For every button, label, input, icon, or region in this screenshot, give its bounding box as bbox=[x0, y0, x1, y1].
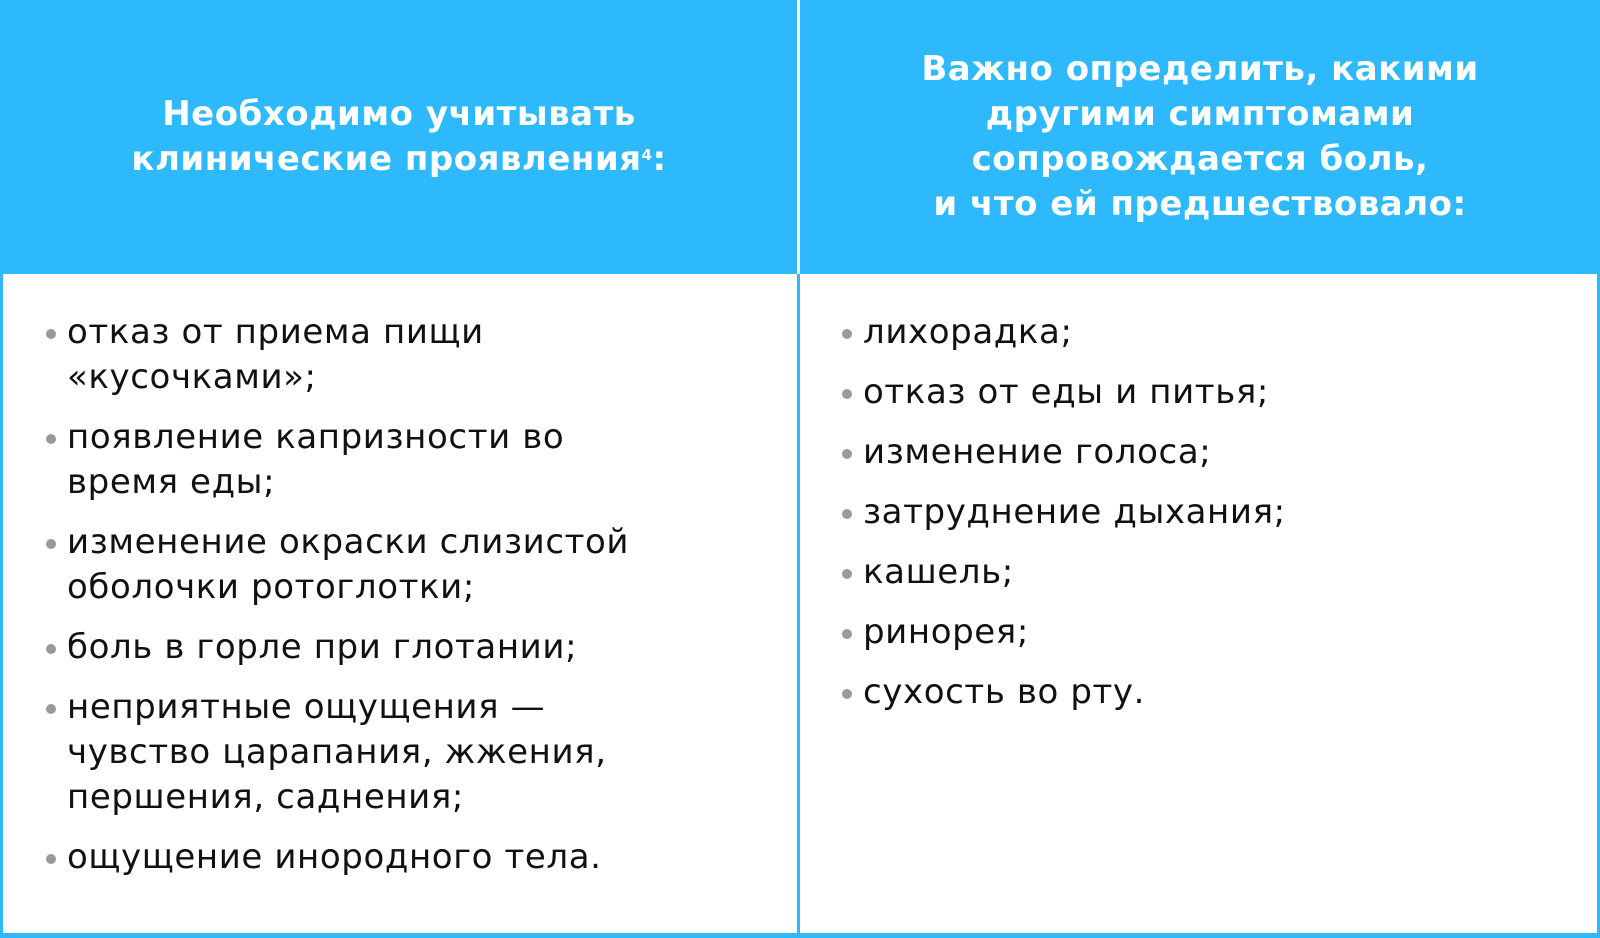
right-column-body bbox=[800, 274, 1597, 730]
list-item bbox=[67, 835, 797, 880]
right-header-line-1: Важно определить, какими bbox=[921, 49, 1479, 89]
list-item-text: боль в горле при глотании; bbox=[67, 627, 578, 667]
bullet-icon bbox=[842, 509, 852, 519]
bullet-icon bbox=[842, 329, 852, 339]
table-header-row bbox=[0, 0, 1600, 274]
list-item-text: изменение голоса; bbox=[863, 432, 1212, 472]
list-item-text: ринорея; bbox=[863, 612, 1029, 652]
list-item-text: неприятные ощущения — чувство царапания, жжения, першения, саднения; bbox=[67, 687, 607, 817]
list-item-text: ощущение инородного тела. bbox=[67, 837, 602, 877]
list-item-text: изменение окраски слизистой оболочки ротоглотки; bbox=[67, 522, 630, 607]
list-item bbox=[863, 610, 1597, 655]
right-column-header bbox=[800, 0, 1600, 274]
bullet-icon bbox=[842, 689, 852, 699]
left-header-line-2-text: клинические проявления bbox=[131, 139, 642, 179]
list-item-text: кашель; bbox=[863, 552, 1014, 592]
right-header-line-4: и что ей предшествовало: bbox=[933, 184, 1467, 224]
right-header-line-2: другими симптомами bbox=[985, 94, 1415, 134]
left-header-line-2 bbox=[131, 137, 666, 182]
bullet-icon bbox=[842, 629, 852, 639]
list-item-text: сухость во рту. bbox=[863, 672, 1146, 712]
list-item bbox=[863, 670, 1597, 715]
list-item bbox=[863, 310, 1597, 355]
bullet-icon bbox=[46, 854, 56, 864]
list-item bbox=[863, 370, 1597, 415]
list-item bbox=[863, 550, 1597, 595]
footnote-marker: 4 bbox=[641, 146, 653, 164]
bullet-icon bbox=[842, 569, 852, 579]
left-header-line-1: Необходимо учитывать bbox=[162, 94, 636, 134]
bullet-icon bbox=[842, 449, 852, 459]
list-item-text: отказ от приема пищи «кусочками»; bbox=[67, 312, 484, 397]
header-divider bbox=[797, 0, 800, 274]
table-border-bottom bbox=[0, 933, 1600, 938]
bullet-icon bbox=[842, 389, 852, 399]
list-item-text: лихорадка; bbox=[863, 312, 1073, 352]
left-header-line-2-end: : bbox=[652, 139, 667, 179]
list-item bbox=[863, 430, 1597, 475]
left-column-header bbox=[0, 0, 798, 274]
list-item-text: затруднение дыхания; bbox=[863, 492, 1286, 532]
accompanying-symptoms-list bbox=[0, 274, 1597, 715]
list-item-text: появление капризности во время еды; bbox=[67, 417, 565, 502]
right-header-line-3: сопровождается боль, bbox=[971, 139, 1429, 179]
list-item-text: отказ от еды и питья; bbox=[863, 372, 1269, 412]
list-item bbox=[863, 490, 1597, 535]
